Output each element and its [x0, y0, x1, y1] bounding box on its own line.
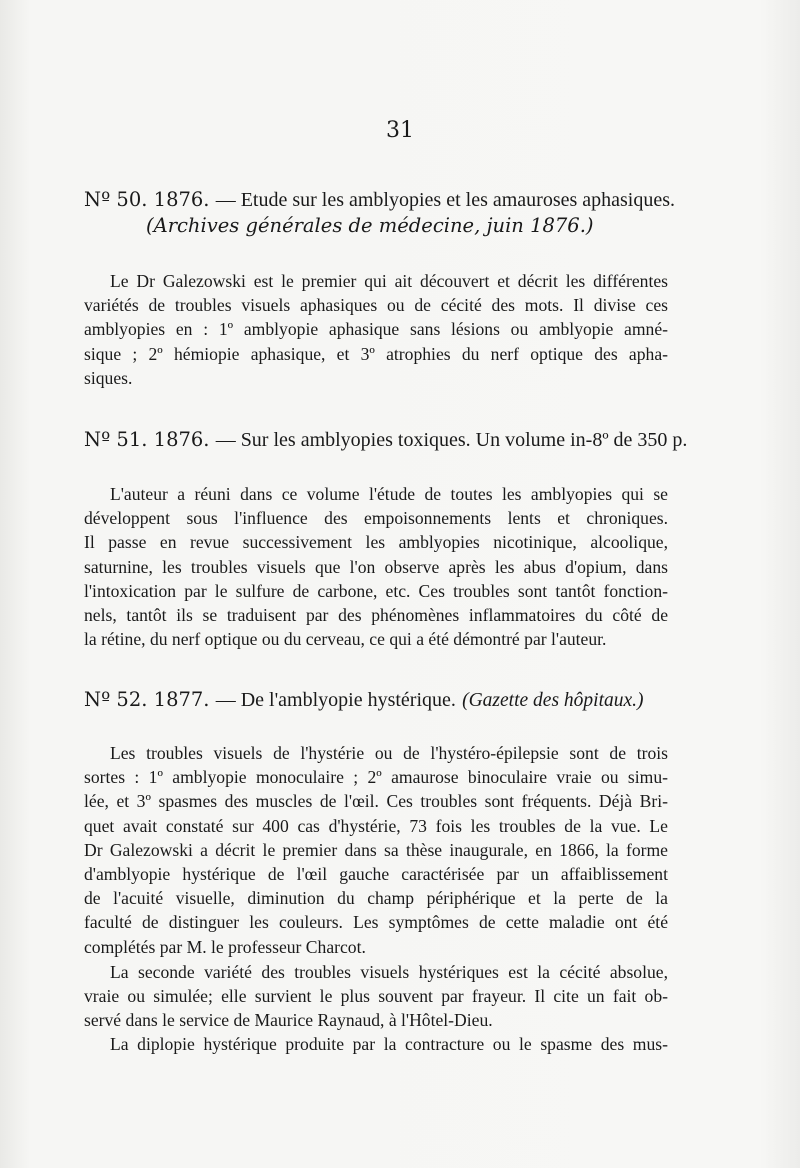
text-line: La diplopie hystérique produite par la contracture ou le spasme des mus- [110, 1034, 668, 1054]
entry-51-title: — Sur les amblyopies toxiques. Un volume in-8º de 350 p. [215, 429, 688, 451]
entry-52-paragraph-1 [84, 741, 668, 959]
entry-52-title: — De l'amblyopie hystérique. [215, 689, 456, 711]
text-line: saturnine, les troubles visuels que l'on observe après les abus d'opium, dans [84, 556, 668, 577]
entry-51-number: Nº 51. [84, 428, 148, 451]
text-line: la rétine, du nerf optique ou du cerveau, ce qui a été démontré par l'auteur. [84, 629, 607, 650]
text-line: variétés de troubles visuels aphasiques ou de cécité des mots. Il divise ces [84, 295, 668, 316]
text-line: Il passe en revue successivement les amblyopies nicotinique, alcoolique, [84, 532, 668, 553]
text-line: quet avait constaté sur 400 cas d'hystérie, 73 fois les troubles de la vue. Le [84, 815, 668, 836]
text-line: l'intoxication par le sulfure de carbone, etc. Ces troubles sont tantôt fonction- [84, 580, 668, 601]
text-line: d'amblyopie hystérique de l'œil gauche caractérisée par un affaiblissement [84, 864, 668, 885]
text-line: nels, tantôt ils se traduisent par des phénomènes inflammatoires du côté de [84, 605, 668, 626]
entry-52-year: 1877. [153, 688, 210, 711]
entry-50-number: Nº 50. [84, 188, 148, 211]
entry-52-source: (Gazette des hôpitaux.) [462, 690, 644, 711]
text-line: Dr Galezowski a décrit le premier dans sa thèse inaugurale, en 1866, la forme [84, 839, 668, 860]
entry-50-paragraph-1 [84, 269, 668, 390]
entry-52-paragraph-3 [84, 1032, 668, 1056]
text-line: Les troubles visuels de l'hystérie ou de l'hystéro-épilepsie sont de trois [110, 743, 668, 763]
text-line: faculté de distinguer les couleurs. Les symptômes de cette maladie ont été [84, 912, 668, 933]
text-line: développent sous l'influence des empoisonnements lents et chroniques. [84, 508, 668, 529]
text-line: servé dans le service de Maurice Raynaud, à l'Hôtel-Dieu. [84, 1010, 493, 1031]
entry-51-heading [84, 428, 688, 452]
entry-51-year: 1876. [153, 428, 210, 451]
entry-50-year: 1876. [153, 188, 210, 211]
entry-52-paragraph-2 [84, 960, 668, 1033]
text-line: amblyopies en : 1º amblyopie aphasique sans lésions ou amblyopie amné- [84, 319, 668, 340]
entry-50-source [146, 214, 594, 237]
text-line: L'auteur a réuni dans ce volume l'étude de toutes les amblyopies qui se [110, 484, 668, 504]
entry-52-heading [84, 688, 684, 712]
entry-50-source-text: (Archives générales de médecine, juin 1876.) [146, 214, 594, 237]
text-line: vraie ou simulée; elle survient le plus souvent par frayeur. Il cite un fait ob- [84, 986, 668, 1007]
text-line: sortes : 1º amblyopie monoculaire ; 2º amaurose binoculaire vraie ou simu- [84, 767, 668, 788]
entry-52-number: Nº 52. [84, 688, 148, 711]
entry-50-heading [84, 188, 684, 212]
text-line: lée, et 3º spasmes des muscles de l'œil. Ces troubles sont fréquents. Déjà Bri- [84, 791, 668, 812]
text-line: complétés par M. le professeur Charcot. [84, 936, 366, 957]
text-line: sique ; 2º hémiopie aphasique, et 3º atrophies du nerf optique des apha- [84, 343, 668, 364]
text-line: Le Dr Galezowski est le premier qui ait découvert et décrit les différentes [110, 271, 668, 291]
text-line: La seconde variété des troubles visuels hystériques est la cécité absolue, [110, 962, 668, 982]
text-line: de l'acuité visuelle, diminution du champ périphérique et la perte de la [84, 888, 668, 909]
text-line: siques. [84, 367, 133, 388]
page-number: 31 [386, 118, 414, 143]
entry-50-title: — Etude sur les amblyopies et les amauroses aphasiques. [215, 189, 676, 211]
entry-51-paragraph-1 [84, 482, 668, 651]
